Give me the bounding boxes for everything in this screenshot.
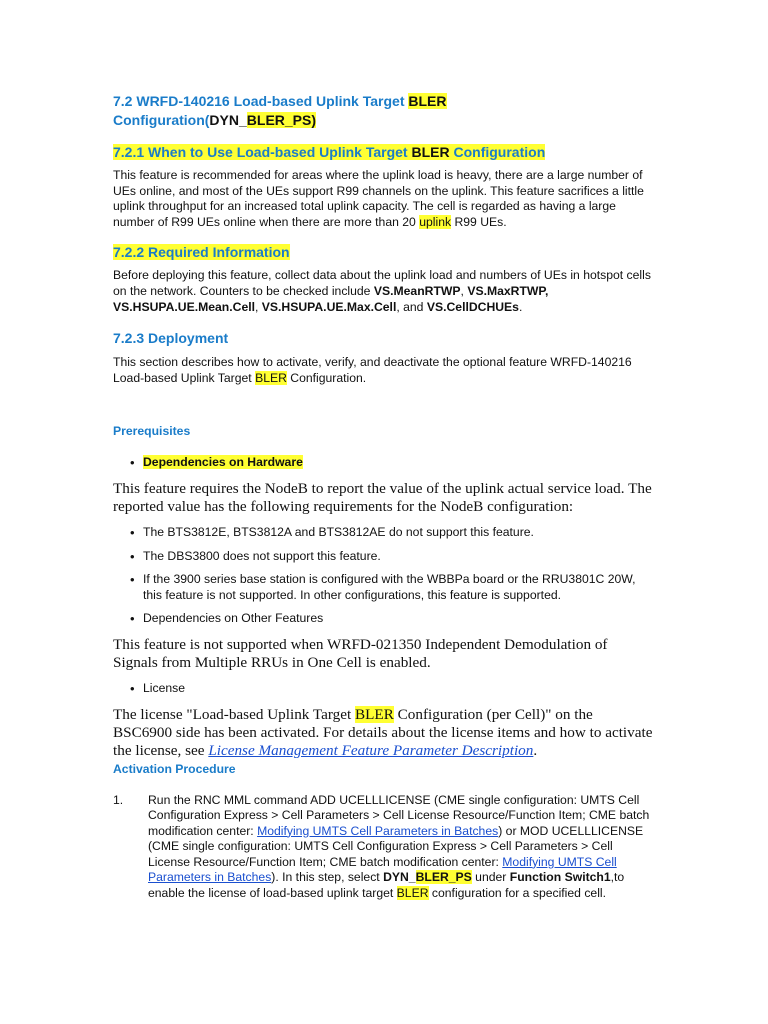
section-7-2-2-body (113, 268, 653, 315)
batch-modify-link[interactable]: Modifying UMTS Cell Parameters in Batches (257, 823, 499, 838)
heading-text: 7.2.2 Required Information (113, 244, 290, 261)
step-text: ,to enable the license of load-based uplink target (148, 870, 625, 901)
section-7-2-3-heading: 7.2.3 Deployment (113, 330, 229, 347)
section-7-2-1-heading (113, 143, 653, 161)
section-7-2-1 (113, 143, 653, 230)
document-page (113, 92, 653, 902)
body-text: R99 UEs. (451, 214, 507, 229)
step-text: under (471, 870, 510, 885)
license-doc-link[interactable]: License Management Feature Parameter Description (208, 741, 534, 759)
highlight-bler: BLER (408, 93, 447, 109)
switch-name: DYN_ (383, 870, 416, 885)
heading-text: Configuration( (113, 112, 210, 128)
section-7-2-1-body (113, 168, 653, 230)
counter-name: VS.MeanRTWP (373, 283, 461, 298)
counter-name: VS.CellDCHUEs (426, 299, 519, 314)
highlight-bler: BLER (396, 886, 429, 901)
hardware-list (113, 455, 653, 471)
body-text: This section describes how to activate, verify, and deactivate the optional feature WRFD-140216 Load-based Uplink Target (113, 355, 632, 385)
highlight-bler-ps: BLER_PS) (246, 112, 317, 128)
highlight-bler: BLER (355, 705, 394, 723)
step-text: ) or MOD UCELLLICENSE (CME single configuration: UMTS Cell Configuration Express > Cell Parameters > Cell License Resource/Function Item; CME batch modification center: (148, 823, 644, 869)
list-item: • The DBS3800 does not support this feature. (113, 549, 653, 565)
body-text: Configuration (per Cell)" on the BSC6900 side has been activated. For details about the license items and how to activate the license, see (113, 705, 653, 759)
section-7-2-2-heading (113, 243, 653, 261)
body-text: The license "Load-based Uplink Target (113, 705, 356, 723)
hardware-text: This feature requires the NodeB to report the value of the uplink actual service load. The reported value has the following requirements for the NodeB configuration: (113, 479, 652, 515)
section-7-2-2 (113, 243, 653, 315)
body-text: Before deploying this feature, collect data about the uplink load and numbers of UEs in hotspot cells on the network. Counters to be checked include (113, 268, 651, 298)
step-text: configuration for a specified cell. (428, 886, 607, 901)
license-list (113, 681, 653, 697)
list-item: • Dependencies on Other Features (113, 611, 653, 627)
section-7-2-3 (113, 329, 653, 386)
dependencies-hardware: Dependencies on Hardware (143, 455, 303, 470)
batch-modify-link[interactable]: Modifying UMTS Cell Parameters in Batches (148, 854, 617, 885)
prerequisites-heading: Prerequisites (113, 424, 191, 439)
requirement-list (113, 525, 653, 627)
counter-name: VS.HSUPA.UE.Mean.Cell (113, 299, 255, 314)
separator: , (255, 299, 262, 314)
separator: , and (396, 299, 427, 314)
body-text: This feature is recommended for areas where the uplink load is heavy, there are a large number of UEs online, and most of the UEs support R99 channels on the uplink. This feature sacrifices a little uplink throughput for an increased total uplink capacity. The cell is regarded as having a large number of R99 UEs online when there are more than 20 (113, 168, 644, 229)
other-features-text: This feature is not supported when WRFD-021350 Independent Demodulation of Signals from Multiple RRUs in One Cell is enabled. (113, 635, 608, 671)
list-item (113, 455, 653, 471)
step-number: 1. (113, 792, 124, 807)
step-text: Run the RNC MML command ADD UCELLLICENSE (CME single configuration: UMTS Cell Configuration Express > Cell Parameters > Cell License Resource/Function Item; CME batch modification center: (148, 792, 650, 838)
separator: , (460, 283, 468, 298)
heading-text: Configuration (449, 144, 546, 160)
highlight-bler: BLER (255, 370, 287, 385)
step-text: ). In this step, select (271, 870, 384, 885)
heading-dyn: DYN_ (209, 112, 247, 128)
heading-text: 7.2.1 When to Use Load-based Uplink Target (113, 144, 412, 160)
highlight-bler: BLER (411, 144, 450, 160)
activation-procedure-heading: Activation Procedure (113, 761, 236, 776)
section-7-2-heading (113, 92, 653, 130)
license-text (113, 706, 653, 760)
separator: . (518, 299, 523, 314)
activation-steps (113, 793, 653, 902)
body-text: Configuration. (286, 370, 367, 385)
body-text: . (533, 741, 538, 759)
counter-name: VS.HSUPA.UE.Max.Cell (261, 299, 397, 314)
function-switch-name: Function Switch1 (509, 870, 611, 885)
list-item: • License (113, 681, 653, 697)
heading-text: 7.2 WRFD-140216 Load-based Uplink Target (113, 93, 409, 109)
step-item (113, 793, 653, 902)
section-7-2-3-body (113, 355, 653, 386)
list-item: • If the 3900 series base station is configured with the WBBPa board or the RRU3801C 20W, this feature is not supported. In other configurations, this feature is supported. (113, 572, 653, 603)
highlight-bler-ps: BLER_PS (415, 870, 472, 885)
list-item: • The BTS3812E, BTS3812A and BTS3812AE do not support this feature. (113, 525, 653, 541)
highlight-uplink: uplink (419, 214, 452, 229)
counter-name: VS.MaxRTWP, (467, 283, 549, 298)
